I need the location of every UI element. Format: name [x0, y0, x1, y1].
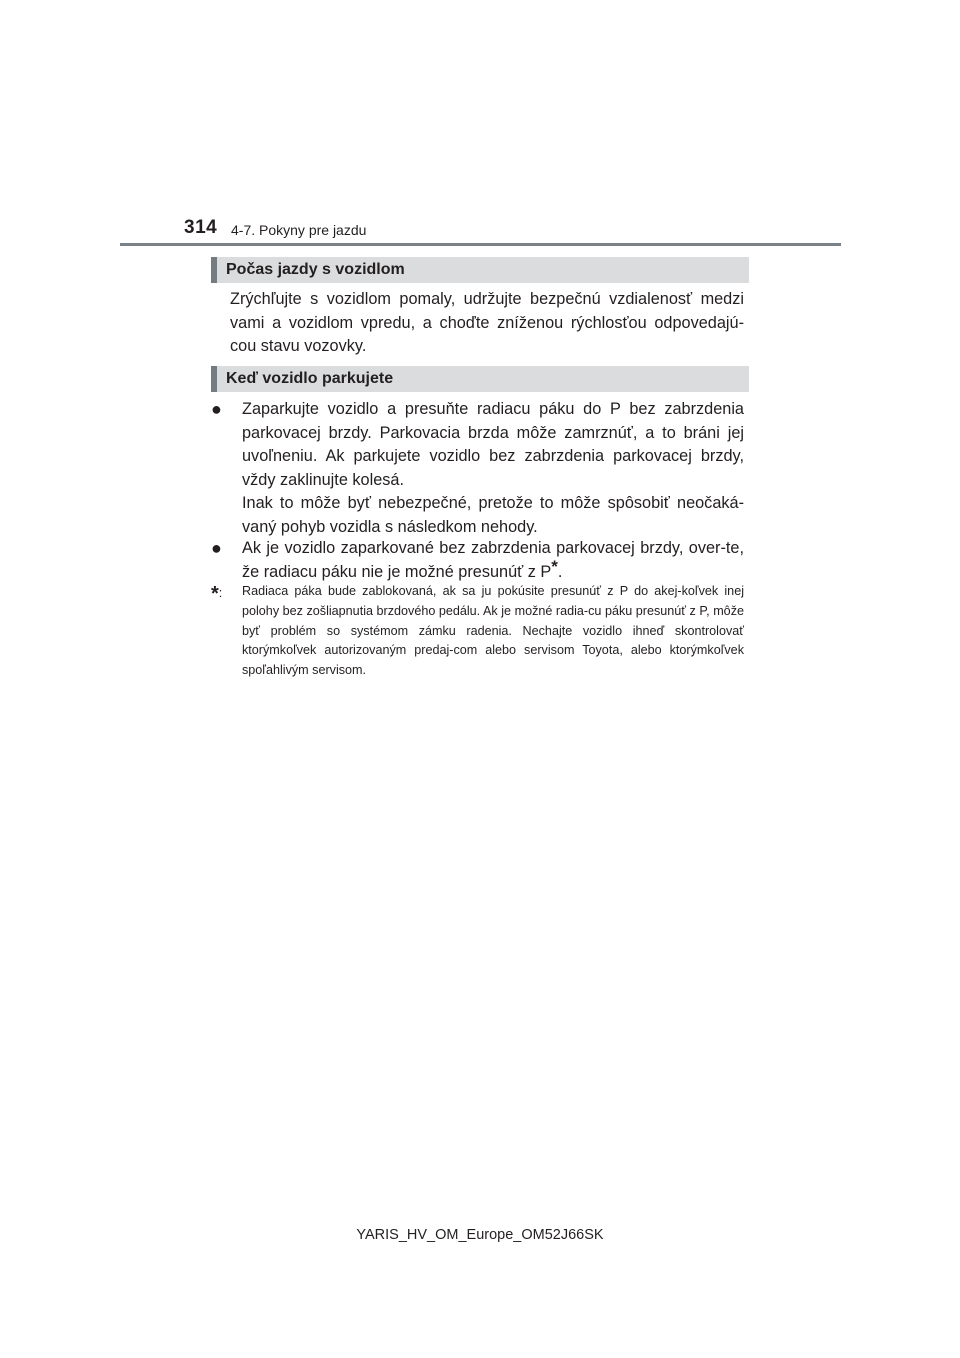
footnote-reference-star: *: [551, 556, 558, 576]
footnote: [211, 582, 744, 681]
footnote-colon: :: [218, 586, 223, 600]
list-item-text-continued: Inak to môže byť nebezpečné, pretože to môže spôsobiť neočaká-vaný pohyb vozidla s následkom nehody.: [242, 494, 744, 536]
footnote-marker: [211, 582, 222, 604]
list-item-text-body: Ak je vozidlo zaparkované bez zabrzdenia parkovacej brzdy, over-te, že radiacu páku nie je možné presunúť z P: [242, 539, 744, 581]
subheading-driving: Počas jazdy s vozidlom: [211, 257, 749, 283]
paragraph-driving: Zrýchľujte s vozidlom pomaly, udržujte bezpečnú vzdialenosť medzi vami a vozidlom vpredu, a choďte zníženou rýchlosťou odpovedajú-cou stavu vozovky.: [230, 290, 744, 356]
footnote-star: *: [211, 583, 219, 605]
header-rule: [120, 243, 841, 246]
page-number: 314: [184, 217, 218, 238]
footer-document-id: YARIS_HV_OM_Europe_OM52J66SK: [356, 1227, 604, 1243]
list-item-text: Zaparkujte vozidlo a presuňte radiacu páku do P bez zabrzdenia parkovacej brzdy. Parkovacia brzda môže zamrznúť, a to bráni jej uvoľneniu. Ak parkujete vozidlo bez zabrzdenia parkovacej brzdy, vždy zaklinujte kolesá.: [242, 400, 744, 489]
subheading-parking: Keď vozidlo parkujete: [211, 366, 749, 392]
list-item-text-end: .: [557, 562, 563, 581]
list-item-parking-1: [211, 398, 744, 540]
bullet-icon: ●: [211, 399, 222, 419]
running-header-section: 4-7. Pokyny pre jazdu: [231, 222, 367, 238]
footnote-text: Radiaca páka bude zablokovaná, ak sa ju pokúsite presunúť z P do akej-koľvek inej polohy bez zošliapnutia brzdového pedálu. Ak je možné radia-cu páku presunúť z P, môže byť problém so systémom zámku radenia. Nechajte vozidlo ihneď skontrolovať ktorýmkoľvek autorizovaným predaj-com alebo servisom Toyota, alebo ktorýmkoľvek spoľahlivým servisom.: [242, 584, 744, 678]
list-item-text: [242, 537, 744, 584]
bullet-icon: ●: [211, 538, 222, 558]
list-item-parking-2: [211, 537, 744, 584]
